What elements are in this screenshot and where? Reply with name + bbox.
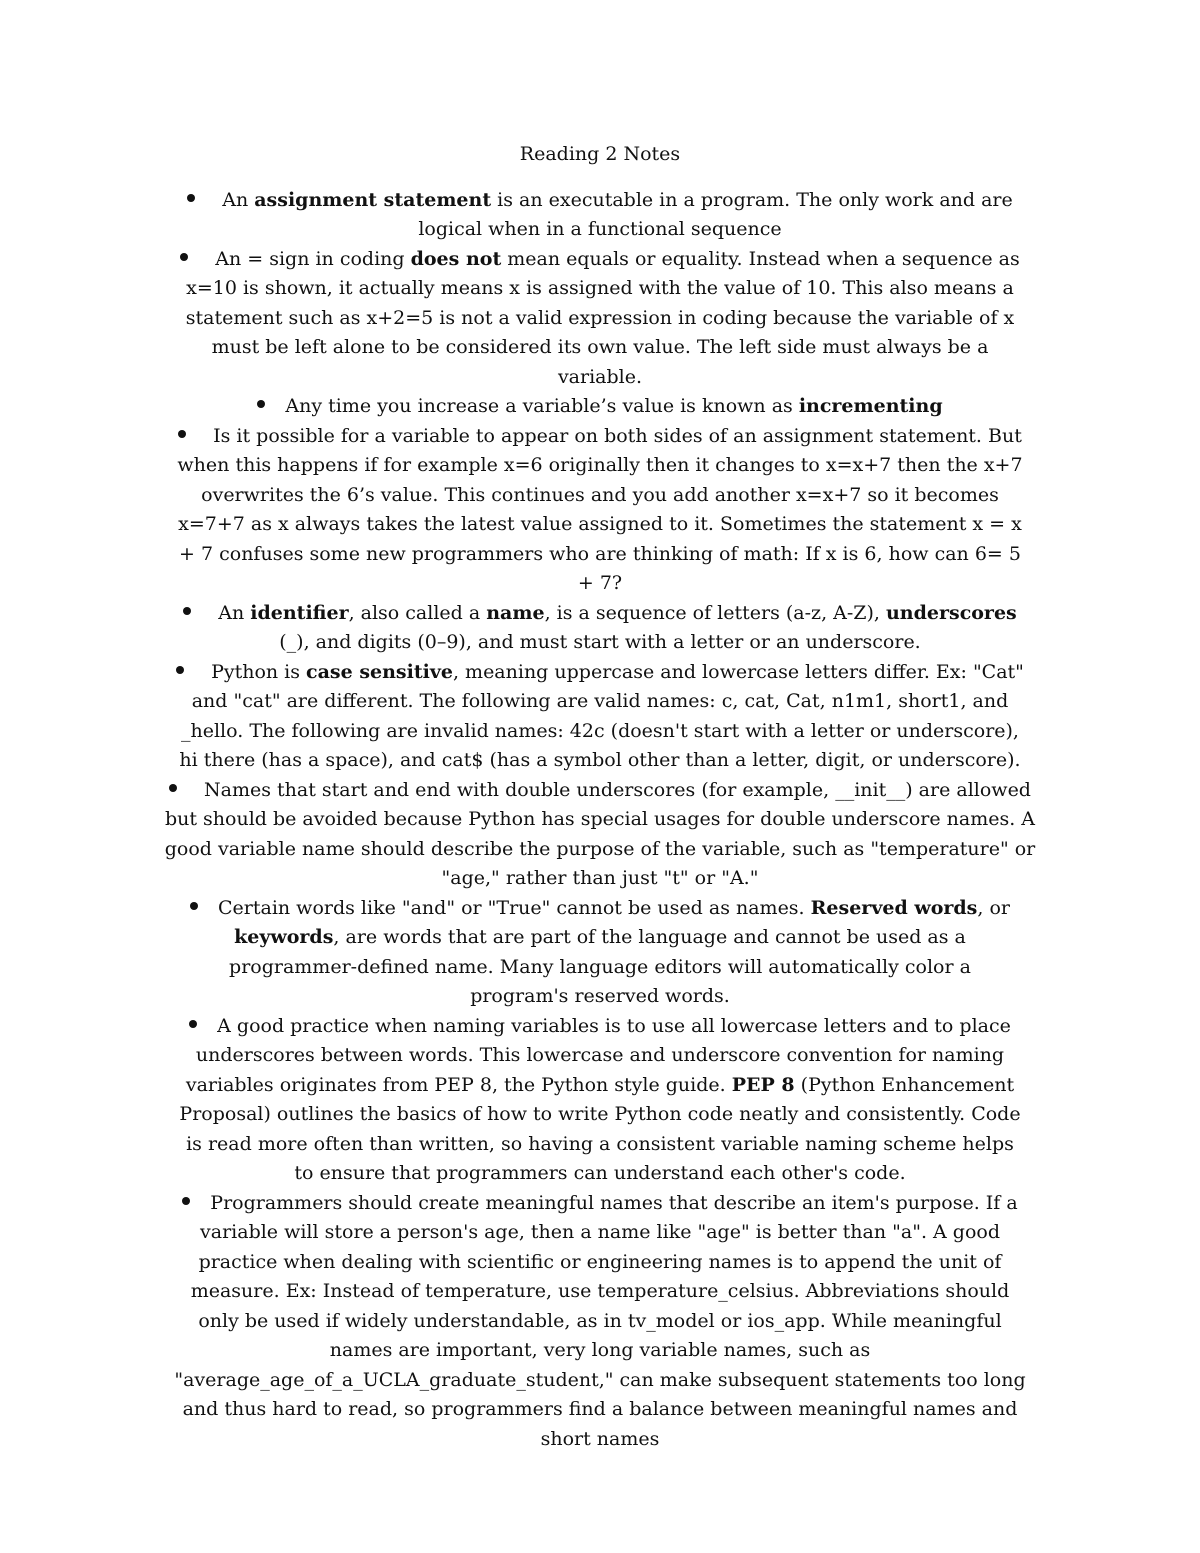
bold-term: case sensitive: [306, 660, 453, 683]
list-item-text: Is it possible for a variable to appear on both sides of an assignment statement. But when this happens if for example x=6 originally then it changes to x=x+7 then the x+7 overwrites the 6’s value. This continues and you add another x=x+7 so it becomes x=7+7 as x always takes the latest value assigned to it. Sometimes the statement x = x + 7 confuses some new programmers who are thinking of math: If x is 6, how can 6= 5 + 7?: [177, 424, 1023, 594]
page-title: Reading 2 Notes: [519, 143, 681, 165]
list-item-text: An identifier, also called a name, is a sequence of letters (a-z, A-Z), underscores (_), and digits (0–9), and must start with a letter or an underscore.: [218, 601, 1017, 653]
bullet-icon: [183, 607, 191, 615]
list-item-text: Names that start and end with double underscores (for example, __init__) are allowed but should be avoided because Python has special usages for double underscore names. A good variable name should describe the purpose of the variable, such as "temperature" or "age," rather than just "t" or "A.": [164, 778, 1036, 889]
bold-term: Reserved words: [810, 896, 978, 919]
list-item-text: Certain words like "and" or "True" cannot be used as names. Reserved words, or keywords, are words that are part of the language and cannot be used as a programmer-defined name. Many language editors will automatically color a program's reserved words.: [218, 896, 1010, 1007]
list-item: [160, 776, 1040, 894]
bullet-icon: [257, 400, 265, 408]
bullet-icon: [180, 253, 188, 261]
bold-term: assignment statement: [254, 188, 492, 211]
bullet-icon: [178, 430, 186, 438]
bullet-icon: [190, 902, 198, 910]
list-item: [175, 422, 1025, 599]
bold-term: does not: [410, 247, 502, 270]
bullet-icon: [176, 666, 184, 674]
bold-term: underscores: [885, 601, 1017, 624]
bullet-icon: [182, 1197, 190, 1205]
list-item-text: Any time you increase a variable’s value is known as incrementing: [285, 395, 943, 417]
bullet-icon: [169, 784, 177, 792]
list-item: [185, 894, 1015, 1012]
bold-term: PEP 8: [731, 1073, 795, 1096]
list-item: [180, 186, 1020, 245]
bold-term: identifier: [250, 601, 349, 624]
list-item-text: Programmers should create meaningful names that describe an item's purpose. If a variable will store a person's age, then a name like "age" is better than "a". A good practice when dealing with scientific or engineering names is to append the unit of measure. Ex: Instead of temperature, use temperature_celsius. Abbreviations should only be used if widely understandable, as in tv_model or ios_app. While meaningful names are important, very long variable names, such as "average_age_of_a_UCLA_graduate_student," can make subsequent statements too long and thus hard to read, so programmers find a balance between meaningful names and short names: [174, 1191, 1026, 1450]
bold-term: incrementing: [798, 395, 943, 417]
list-item-text: An assignment statement is an executable in a program. The only work and are logical when in a functional sequence: [222, 188, 1013, 240]
list-item: [175, 1012, 1025, 1189]
list-item-text: An = sign in coding does not mean equals or equality. Instead when a sequence as x=10 is shown, it actually means x is assigned with the value of 10. This also means a statement such as x+2=5 is not a valid expression in coding because the variable of x must be left alone to be considered its own value. The left side must always be a variable.: [185, 247, 1020, 388]
bold-term: name: [486, 601, 545, 624]
list-item-text: Python is case sensitive, meaning uppercase and lowercase letters differ. Ex: "Cat" and "cat" are different. The following are valid names: c, cat, Cat, n1m1, short1, and _hello. The following are invalid names: 42c (doesn't start with a letter or underscore), hi there (has a space), and cat$ (has a symbol other than a letter, digit, or underscore).: [179, 660, 1024, 771]
list-item: [170, 658, 1030, 776]
list-item: [175, 245, 1025, 393]
bullet-icon: [189, 1020, 197, 1028]
notes-list: [0, 186, 1200, 1455]
list-item-text: A good practice when naming variables is to use all lowercase letters and to place underscores between words. This lowercase and underscore convention for naming variables originates from PEP 8, the Python style guide. PEP 8 (Python Enhancement Proposal) outlines the basics of how to write Python code neatly and consistently. Code is read more often than written, so having a consistent variable naming scheme helps to ensure that programmers can understand each other's code.: [179, 1014, 1021, 1184]
list-item: [210, 392, 990, 422]
list-item: [170, 1189, 1030, 1455]
bullet-icon: [187, 194, 195, 202]
list-item: [180, 599, 1020, 658]
bold-term: keywords: [234, 926, 334, 948]
